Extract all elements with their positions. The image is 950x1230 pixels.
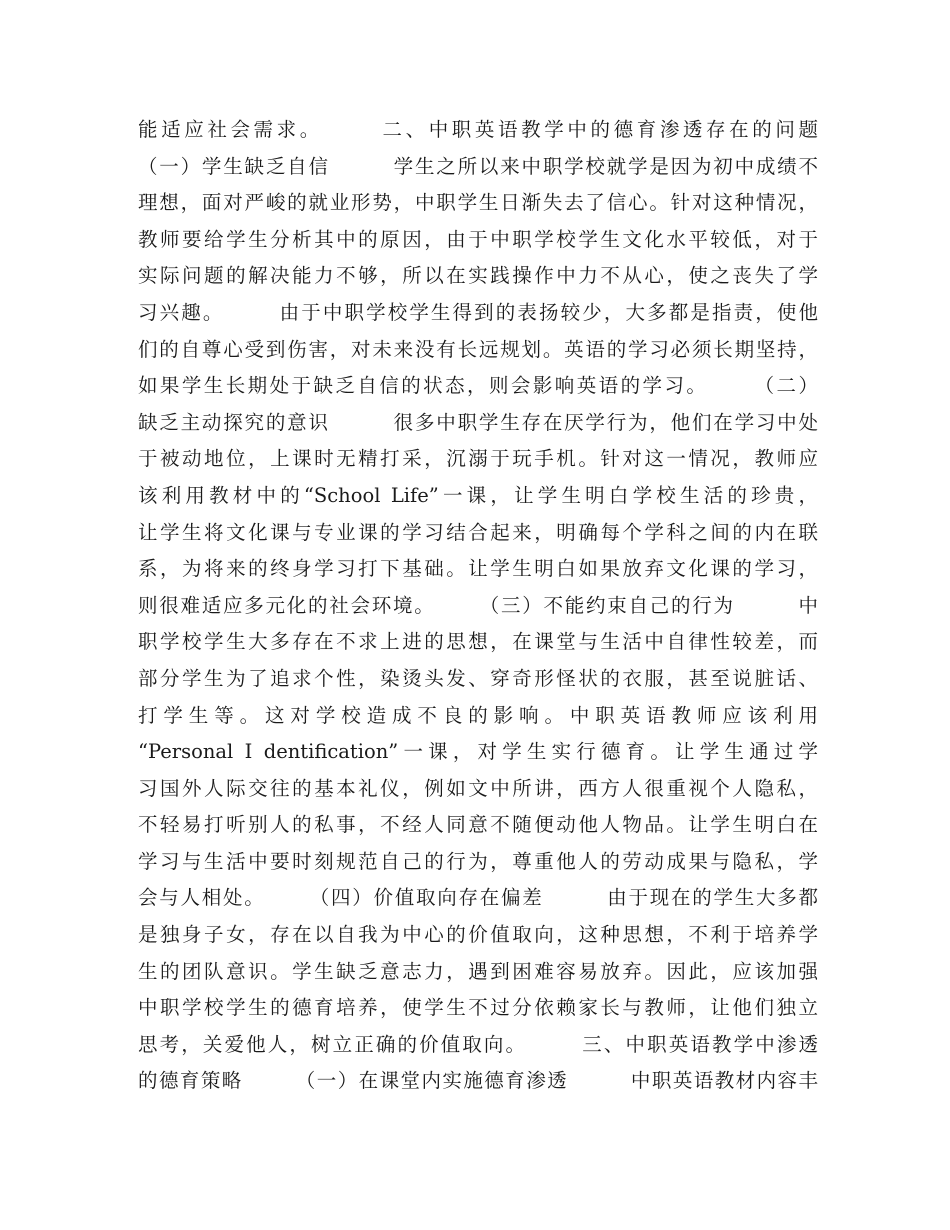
text-line: 于被动地位，上课时无精打采，沉溺于玩手机。针对这一情况，教师应 [138, 447, 818, 471]
text-line: 职学校学生大多存在不求上进的思想，在课堂与生活中自律性较差，而 [138, 630, 818, 654]
text-line: 理想，面对严峻的就业形势，中职学生日渐失去了信心。针对这种情况， [138, 191, 818, 215]
text-line: 该利用教材中的“School Life”一课，让学生明白学校生活的珍贵， [138, 483, 818, 507]
text-line: 的德育策略 （一）在课堂内实施德育渗透 中职英语教材内容丰 [138, 1069, 818, 1093]
text-line: 是独身子女，存在以自我为中心的价值取向，这种思想，不利于培养学 [138, 923, 818, 947]
text-line: 生的团队意识。学生缺乏意志力，遇到困难容易放弃。因此，应该加强 [138, 959, 818, 983]
text-line: 教师要给学生分析其中的原因，由于中职学校学生文化水平较低，对于 [138, 227, 818, 251]
text-line: 中职学校学生的德育培养，使学生不过分依赖家长与教师，让他们独立 [138, 996, 818, 1020]
text-line: “Personal I dentification”一课，对学生实行德育。让学生通过学 [138, 740, 818, 764]
text-line: 能适应社会需求。 二、中职英语教学中的德育渗透存在的问题 [138, 118, 818, 141]
text-line: 让学生将文化课与专业课的学习结合起来，明确每个学科之间的内在联 [138, 520, 818, 544]
text-line: 思考，关爱他人，树立正确的价值取向。 三、中职英语教学中渗透 [138, 1032, 818, 1056]
text-line: 部分学生为了追求个性，染烫头发、穿奇形怪状的衣服，甚至说脏话、 [138, 666, 818, 690]
text-line: （一）学生缺乏自信 学生之所以来中职学校就学是因为初中成绩不 [138, 154, 818, 178]
text-line: 学习与生活中要时刻规范自己的行为，尊重他人的劳动成果与隐私，学 [138, 849, 818, 873]
text-line: 系，为将来的终身学习打下基础。让学生明白如果放弃文化课的学习， [138, 557, 818, 581]
text-line: 习兴趣。 由于中职学校学生得到的表扬较少，大多都是指责，使他 [138, 300, 818, 324]
text-line: 们的自尊心受到伤害，对未来没有长远规划。英语的学习必须长期坚持， [138, 337, 818, 361]
text-line: 缺乏主动探究的意识 很多中职学生存在厌学行为，他们在学习中处 [138, 410, 818, 434]
body-text [138, 112, 818, 1100]
text-line: 如果学生长期处于缺乏自信的状态，则会影响英语的学习。 （二） [138, 374, 818, 398]
text-line: 不轻易打听别人的私事，不经人同意不随便动他人物品。让学生明白在 [138, 813, 818, 837]
text-line: 打学生等。这对学校造成不良的影响。中职英语教师应该利用 [138, 703, 818, 727]
text-line: 习国外人际交往的基本礼仪，例如文中所讲，西方人很重视个人隐私， [138, 776, 818, 800]
text-line: 则很难适应多元化的社会环境。 （三）不能约束自己的行为 中 [138, 593, 818, 617]
text-line: 实际问题的解决能力不够，所以在实践操作中力不从心，使之丧失了学 [138, 264, 818, 288]
text-line: 会与人相处。 （四）价值取向存在偏差 由于现在的学生大多都 [138, 886, 818, 910]
